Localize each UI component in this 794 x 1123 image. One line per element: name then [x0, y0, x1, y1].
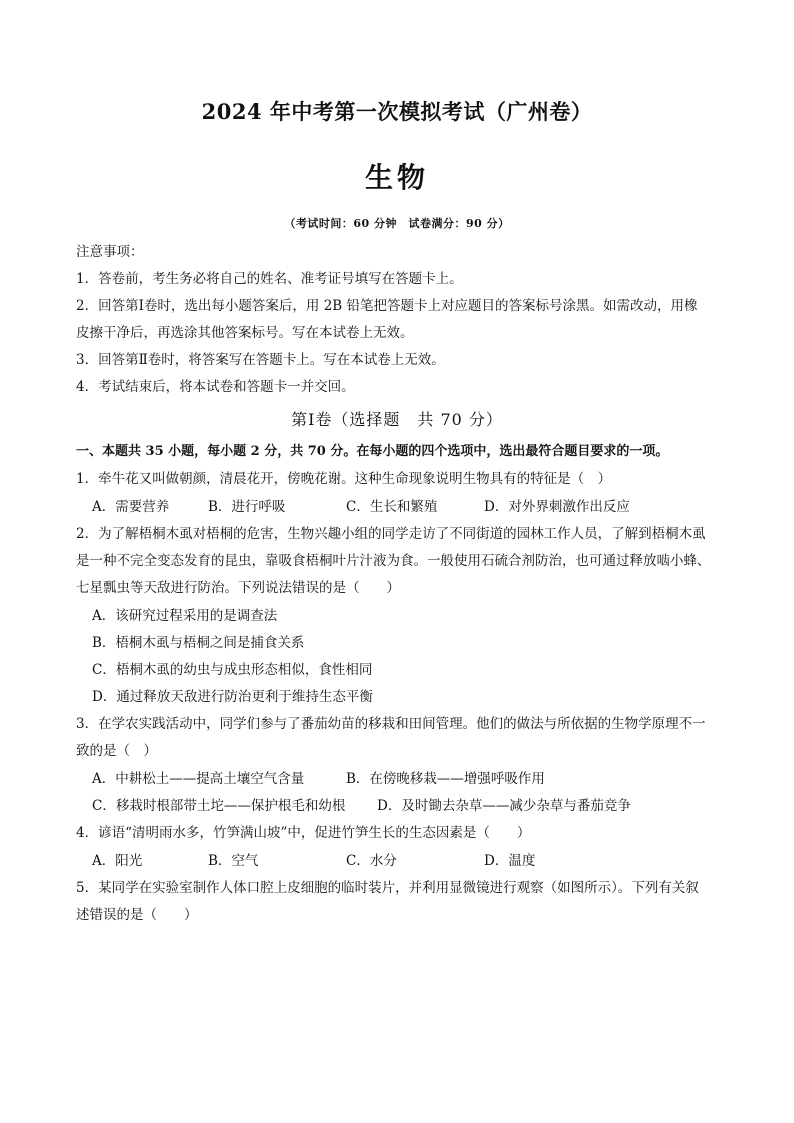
notes-heading: 注意事项： — [76, 244, 144, 260]
option-a[interactable]: A．中耕松土——提高土壤空气含量 — [92, 771, 305, 787]
option-b[interactable]: B．梧桐木虱与梧桐之间是捕食关系 — [92, 635, 305, 651]
question-5-stem-line: 5．某同学在实验室制作人体口腔上皮细胞的临时装片，并利用显微镜进行观察（如图所示）。下列有关叙 — [76, 880, 699, 896]
option-c[interactable]: C．移栽时根部带土坨——保护根毛和幼根 — [92, 798, 346, 814]
question-5-stem-line: 述错误的是（ ） — [76, 907, 198, 923]
note-item: 1．答卷前，考生务必将自己的姓名、准考证号填写在答题卡上。 — [76, 271, 463, 287]
note-item: 4．考试结束后，将本试卷和答题卡一并交回。 — [76, 379, 355, 395]
option-d[interactable]: D．温度 — [484, 853, 536, 869]
exam-meta: （考试时间：60 分钟 试卷满分：90 分） — [284, 217, 510, 230]
option-b[interactable]: B．空气 — [208, 853, 259, 869]
option-b[interactable]: B．在傍晚移栽——增强呼吸作用 — [346, 771, 545, 787]
option-c[interactable]: C．水分 — [346, 853, 397, 869]
question-2-stem-line: 七星瓢虫等天敌进行防治。下列说法错误的是（ ） — [76, 580, 400, 596]
note-item: 皮擦干净后，再选涂其他答案标号。写在本试卷上无效。 — [76, 325, 414, 341]
exam-title: 2024 年中考第一次模拟考试（广州卷） — [201, 99, 593, 124]
option-c[interactable]: C．生长和繁殖 — [346, 499, 438, 515]
section-instruction: 一、本题共 35 小题，每小题 2 分，共 70 分。在每小题的四个选项中，选出最符合题目要求的一项。 — [76, 444, 669, 459]
option-a[interactable]: A．阳光 — [92, 853, 143, 869]
option-a[interactable]: A．该研究过程采用的是调查法 — [92, 608, 278, 624]
option-d[interactable]: D．对外界刺激作出反应 — [484, 499, 630, 515]
question-2-stem-line: 是一种不完全变态发育的昆虫，靠吸食梧桐叶片汁液为食。一般使用石硫合剂防治，也可通过释放啮小蜂、 — [76, 553, 711, 569]
section-title: 第Ⅰ卷（选择题 共 70 分） — [291, 410, 503, 429]
option-d[interactable]: D．通过释放天敌进行防治更利于维持生态平衡 — [92, 689, 373, 705]
question-4-stem: 4．谚语“清明雨水多，竹笋满山坡”中，促进竹笋生长的生态因素是（ ） — [76, 825, 531, 841]
question-2-stem-line: 2．为了解梧桐木虱对梧桐的危害，生物兴趣小组的同学走访了不同街道的园林工作人员，了解到梧桐木虱 — [76, 526, 706, 542]
question-1-stem: 1．牵牛花又叫做朝颜，清晨花开，傍晚花谢。这种生命现象说明生物具有的特征是（ ） — [76, 471, 612, 487]
option-c[interactable]: C．梧桐木虱的幼虫与成虫形态相似，食性相同 — [92, 662, 373, 678]
subject-title: 生物 — [364, 161, 429, 194]
option-a[interactable]: A．需要营养 — [92, 499, 170, 515]
question-3-stem-line: 致的是（ ） — [76, 743, 157, 759]
question-3-stem-line: 3．在学农实践活动中，同学们参与了番茄幼苗的移栽和田间管理。他们的做法与所依据的生物学原理不一 — [76, 716, 706, 732]
note-item: 2．回答第Ⅰ卷时，选出每小题答案后，用 2B 铅笔把答题卡上对应题目的答案标号涂黑。如需改动，用橡 — [76, 298, 698, 314]
option-b[interactable]: B．进行呼吸 — [208, 499, 286, 515]
note-item: 3．回答第Ⅱ卷时，将答案写在答题卡上。写在本试卷上无效。 — [76, 352, 445, 368]
option-d[interactable]: D．及时锄去杂草——减少杂草与番茄竞争 — [377, 798, 631, 814]
